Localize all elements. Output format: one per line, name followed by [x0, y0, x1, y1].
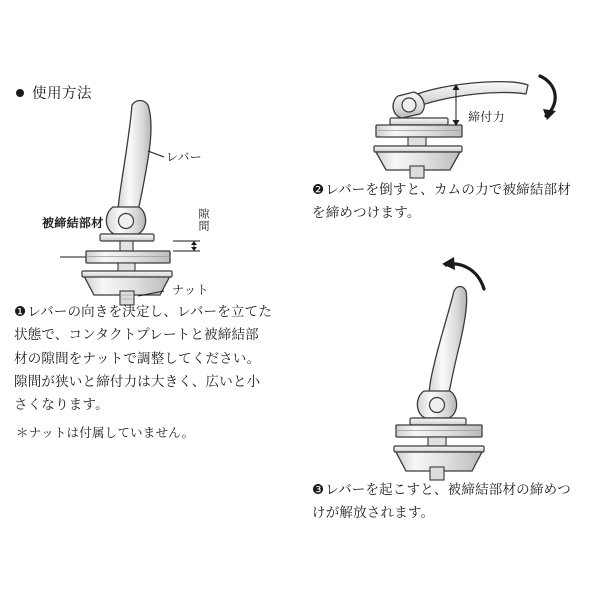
- figure-1-drawing: [60, 95, 300, 295]
- step-1-note: ＊ナットは付属していません。: [16, 426, 195, 440]
- step-1-text: [14, 300, 314, 417]
- step-2-line-1: レバーを倒すと、カムの力で被締結部材: [325, 182, 571, 197]
- step-3-number: ❸: [312, 482, 325, 497]
- step-3-line-1: レバーを起こすと、被締結部材の締めつ: [325, 482, 571, 497]
- label-gap: 隙間: [197, 208, 209, 232]
- label-nut: ナット: [172, 283, 209, 297]
- step-1-line-3: 材の隙間をナットで調整してください。: [14, 350, 261, 366]
- step-1-line-2: 状態で、コンタクトプレートと被締結部: [14, 327, 259, 343]
- step-3-line-2: けが解放されます。: [312, 505, 435, 521]
- label-clamped-material: 被締結部材: [42, 216, 104, 230]
- step-2-text: [312, 178, 600, 225]
- step-1-line-5: さくなります。: [14, 397, 109, 413]
- step-2-line-2: を締めつけます。: [312, 205, 421, 221]
- page-title: 使用方法: [32, 86, 92, 102]
- label-tightening-force: 締付力: [468, 110, 505, 124]
- bullet-dot-icon: [16, 89, 24, 97]
- step-1-line-4: 隙間が狭いと締付力は大きく、広いと小: [14, 374, 261, 390]
- label-lever: レバー: [166, 150, 203, 164]
- step-1-number: ❶: [14, 304, 27, 319]
- step-1-line-1: レバーの向きを決定し、レバーを立てた: [27, 304, 273, 319]
- step-3-text: [312, 478, 600, 525]
- figure-3-drawing: [388, 255, 568, 455]
- step-2-number: ❷: [312, 182, 325, 197]
